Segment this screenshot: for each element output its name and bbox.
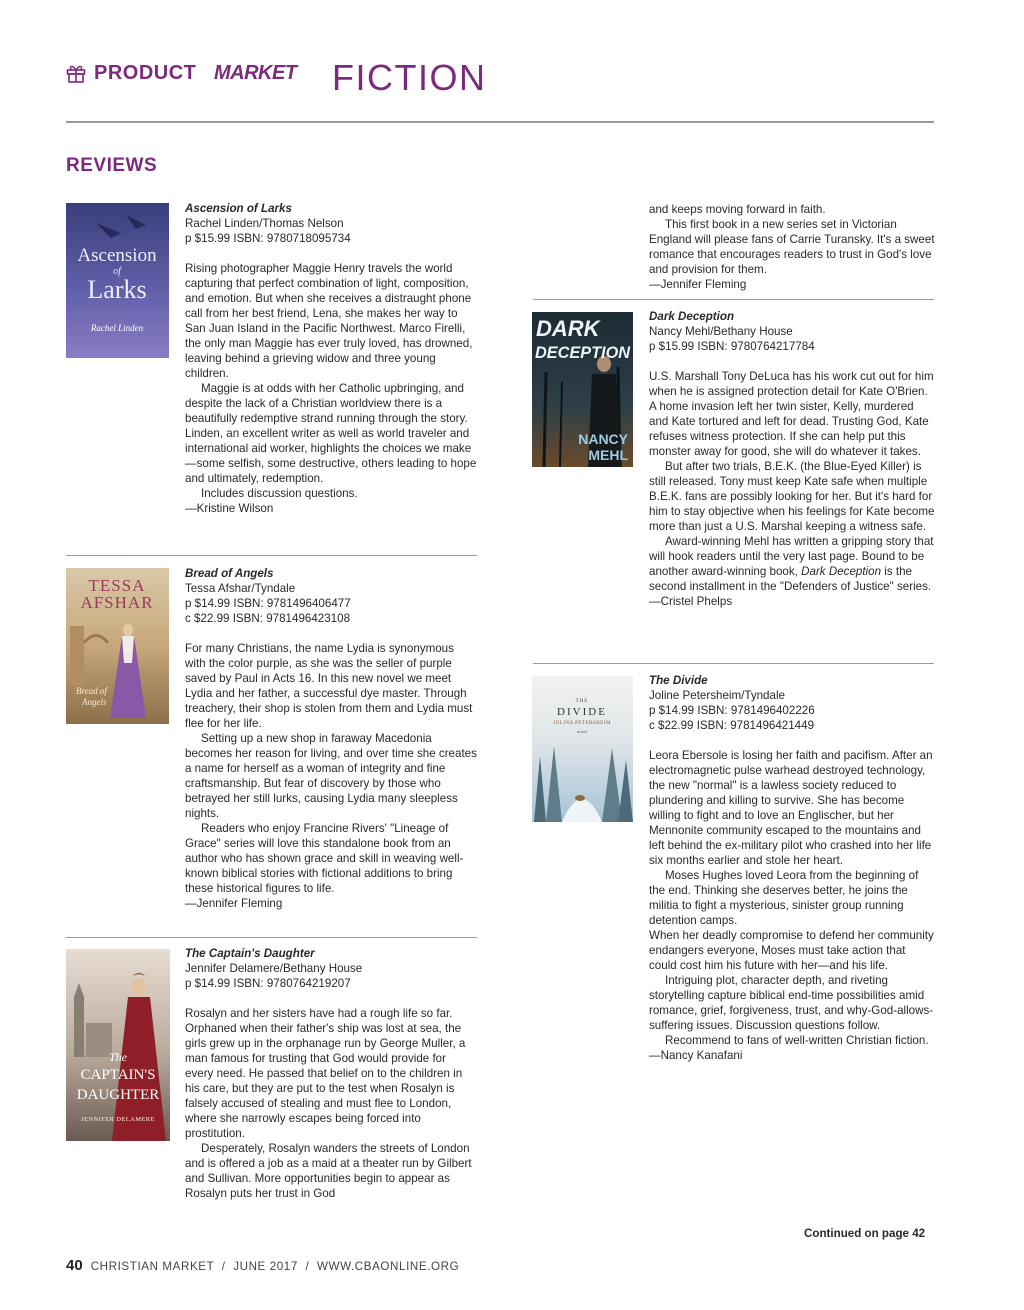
book-pricing: p $14.99 ISBN: 9780764219207 xyxy=(185,977,351,990)
review-paragraph: But after two trials, B.E.K. (the Blue-Eyed Killer) is still released. Tony must keep Kate safe when multiple B.E.K. fans are possibly looking for her. But it's hard for him to stay objective when his feelings for Kate become more than just a U.S. Marshal keeping a witness safe. xyxy=(649,460,935,533)
svg-text:of: of xyxy=(113,266,121,277)
page-number: 40 xyxy=(66,1257,83,1274)
review-the-captains-daughter xyxy=(185,946,477,1201)
review-paragraph: Setting up a new shop in faraway Macedonia becomes her reason for living, and over time she creates a name for herself as a woman of integrity and fine craftsmanship. But fear of discovery by those who betrayed her still lurks, causing Lydia many sleepless nights. xyxy=(185,732,477,820)
review-paragraph: Leora Ebersole is losing her faith and pacifism. After an electromagnetic pulse warhead destroyed technology, the new "normal" is a lawless society reduced to plundering and killing to survive. She has become willing to fight and to love an Englischer, but her Mennonite community escaped to the mountains and left behind the ex-military pilot who crashed into her life six months earlier and stole her heart. xyxy=(649,749,933,867)
review-paragraph: U.S. Marshall Tony DeLuca has his work cut out for him when he is assigned protection detail for Kate O'Brien. A home invasion left her twin sister, Kelly, murdered and Kate tortured and left for dead. Trusting God, Kate refuses witness protection. If she can help put this monster away for good, she will do whatever it takes. xyxy=(649,370,934,458)
footer-text: CHRISTIAN MARKET / JUNE 2017 / WWW.CBAONLINE.ORG xyxy=(90,1260,460,1273)
review-divider xyxy=(533,663,934,664)
review-paragraph: and keeps moving forward in faith. xyxy=(649,203,826,216)
reviewer-name: —Jennifer Fleming xyxy=(649,278,747,291)
gift-icon xyxy=(66,63,86,83)
book-author: Jennifer Delamere/Bethany House xyxy=(185,962,363,975)
svg-text:Larks: Larks xyxy=(87,275,147,304)
svg-text:The: The xyxy=(109,1050,127,1064)
review-paragraph: This first book in a new series set in Victorian England will please fans of Carrie Turansky. It's a sweet romance that encourages readers to trust in God's love and provision for them. xyxy=(649,218,935,276)
book-cover-ascension-of-larks xyxy=(66,203,169,358)
reviewer-name: —Kristine Wilson xyxy=(185,502,274,515)
continued-note: Continued on page 42 xyxy=(804,1227,926,1240)
review-divider xyxy=(66,937,477,938)
brand-product: PRODUCT xyxy=(94,62,197,84)
svg-text:CAPTAIN'S: CAPTAIN'S xyxy=(80,1067,156,1083)
book-pricing: p $15.99 ISBN: 9780764217784 xyxy=(649,340,815,353)
review-paragraph: Award-winning Mehl has written a gripping story that will hook readers until the very last page. Bound to be another award-winning book, Dark Deception is the second installment in the "Defenders of Justice" series. xyxy=(649,535,934,593)
book-pricing: p $14.99 ISBN: 9781496406477 xyxy=(185,597,351,610)
review-paragraph: Moses Hughes loved Leora from the beginning of the end. Thinking she deserves better, he joins the militia to fight a mysterious, sinister group running detention camps. xyxy=(649,869,919,927)
section-title: FICTION xyxy=(332,57,487,98)
review-paragraph: For many Christians, the name Lydia is synonymous with the color purple, as she was the seller of purple saved by Paul in Acts 16. In this new novel we meet Lydia and her father, a successful dye master. Through treachery, their shop is stolen from them and Lydia must flee for her life. xyxy=(185,642,473,730)
reviews-heading: REVIEWS xyxy=(66,155,158,176)
reviewer-name: —Jennifer Fleming xyxy=(185,897,283,910)
review-paragraph: Maggie is at odds with her Catholic upbringing, and despite the lack of a Christian worldview there is a beautifully redemptive strand running through the story. Linden, an excellent writer as well as world traveler and international aid worker, highlights the choices we make—some selfish, some destructive, others leading to hope and ultimately, redemption. xyxy=(185,382,477,485)
svg-text:TESSA: TESSA xyxy=(88,576,146,595)
header-rule xyxy=(66,121,934,123)
svg-text:THE: THE xyxy=(575,699,589,704)
book-title: Ascension of Larks xyxy=(185,202,292,215)
review-paragraph: Intriguing plot, character depth, and riveting storytelling capture biblical end-time possibilities amid romance, grief, forgiveness, trust, and why-God-allows-suffering issues. Discussion questions follow. xyxy=(649,974,934,1032)
svg-text:MEHL: MEHL xyxy=(588,447,628,463)
review-paragraph: Rosalyn and her sisters have had a rough life so far. Orphaned when their father's ship was lost at sea, the girls grew up in the orphanage run by George Muller, a man famous for trusting that God would provide for every need. He passed that belief on to the children in his care, but they are put to the test when Rosalyn is falsely accused of stealing and must flee to London, where she narrowly escapes being forced into prostitution. xyxy=(185,1007,466,1140)
svg-text:JOLINA PETERSHEIM: JOLINA PETERSHEIM xyxy=(553,721,611,726)
review-paragraph: When her deadly compromise to defend her community endangers everyone, Moses must take action that could cost him his future with her—and his life. xyxy=(649,929,934,972)
svg-text:DAUGHTER: DAUGHTER xyxy=(76,1087,160,1103)
book-title: The Divide xyxy=(649,674,708,687)
svg-text:Ascension: Ascension xyxy=(77,245,157,266)
book-pricing: p $15.99 ISBN: 9780718095734 xyxy=(185,232,351,245)
review-paragraph: Desperately, Rosalyn wanders the streets of London and is offered a job as a maid at a theater run by Gilbert and Sullivan. More opportunities begin to appear as Rosalyn puts her trust in God xyxy=(185,1142,472,1200)
review-bread-of-angels xyxy=(185,566,477,911)
review-paragraph: Rising photographer Maggie Henry travels the world capturing that perfect combination of light, composition, and emotion. But when she receives a distraught phone call from her best friend, Lena, she makes her way to San Juan Island in the Pacific Northwest. Marco Firelli, the only man Maggie has ever truly loved, has drowned, leaving behind a grieving widow and three young children. xyxy=(185,262,473,380)
book-cover-the-captains-daughter xyxy=(66,949,170,1141)
page-footer xyxy=(66,1257,459,1274)
review-the-divide xyxy=(649,673,936,1063)
review-continuation xyxy=(649,202,936,292)
review-dark-deception xyxy=(649,309,936,609)
svg-text:DARK: DARK xyxy=(536,316,600,341)
svg-text:novel: novel xyxy=(577,729,587,734)
svg-text:Bread of: Bread of xyxy=(76,686,107,696)
reviewer-name: —Nancy Kanafani xyxy=(649,1049,743,1062)
svg-text:JENNIFER DELAMERE: JENNIFER DELAMERE xyxy=(81,1116,155,1123)
review-ascension-of-larks xyxy=(185,201,477,516)
book-cover-bread-of-angels xyxy=(66,568,169,724)
book-title: Bread of Angels xyxy=(185,567,274,580)
svg-text:NANCY: NANCY xyxy=(578,431,628,447)
reviewer-name: —Cristel Phelps xyxy=(649,595,733,608)
review-paragraph: Recommend to fans of well-written Christian fiction. xyxy=(665,1034,929,1047)
book-cover-the-divide xyxy=(532,676,633,822)
svg-text:Rachel Linden: Rachel Linden xyxy=(90,323,144,333)
svg-text:AFSHAR: AFSHAR xyxy=(80,593,154,612)
book-pricing: p $14.99 ISBN: 9781496402226 xyxy=(649,704,815,717)
book-pricing: c $22.99 ISBN: 9781496421449 xyxy=(649,719,815,732)
book-author: Rachel Linden/Thomas Nelson xyxy=(185,217,344,230)
review-divider xyxy=(533,299,934,300)
svg-text:DECEPTION: DECEPTION xyxy=(535,344,632,362)
svg-text:Angels: Angels xyxy=(82,697,107,707)
book-pricing: c $22.99 ISBN: 9781496423108 xyxy=(185,612,351,625)
book-title: Dark Deception xyxy=(649,310,735,323)
book-title: The Captain's Daughter xyxy=(185,947,315,960)
brand-market: MARKET xyxy=(214,62,297,84)
book-author: Nancy Mehl/Bethany House xyxy=(649,325,793,338)
book-cover-dark-deception xyxy=(532,312,633,467)
review-paragraph: Includes discussion questions. xyxy=(201,487,358,500)
page-header xyxy=(66,57,934,102)
review-divider xyxy=(66,555,477,556)
review-paragraph: Readers who enjoy Francine Rivers' "Lineage of Grace" series will love this standalone book from an author who has shown grace and skill in weaving well-known biblical stories with fictional additions to bring these historical figures to life. xyxy=(185,822,464,895)
book-author: Joline Petersheim/Tyndale xyxy=(649,689,785,702)
book-author: Tessa Afshar/Tyndale xyxy=(185,582,296,595)
svg-text:DIVIDE: DIVIDE xyxy=(557,706,607,718)
